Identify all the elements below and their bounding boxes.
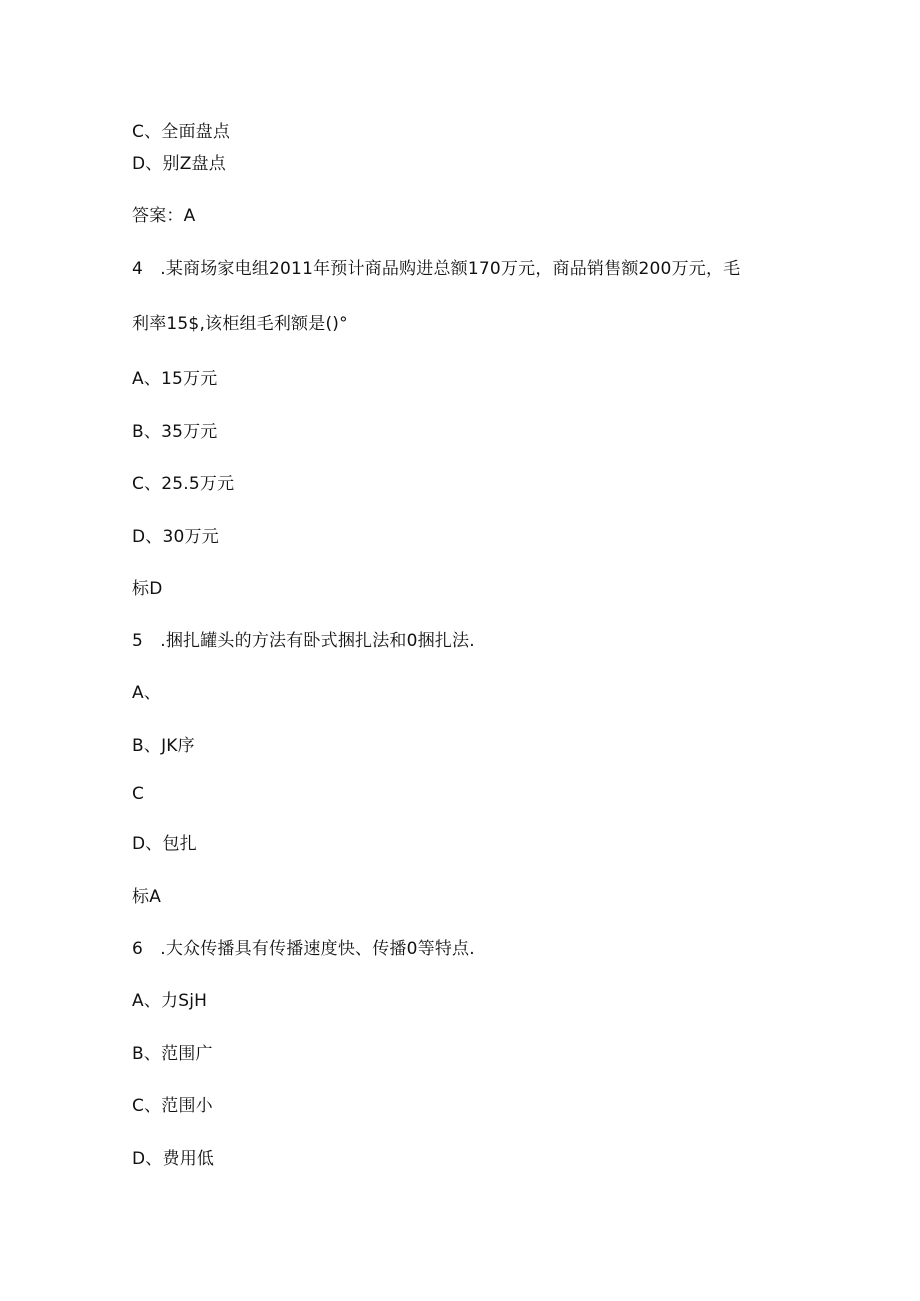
option-a-line: A、力SjH: [132, 991, 208, 1011]
option-c-line: C、25.5万元: [132, 474, 235, 494]
answer-line: 标D: [132, 579, 163, 599]
option-c-line: C: [132, 784, 145, 804]
option-b-line: B、JK序: [132, 736, 195, 756]
question-4-line-1: 4 .某商场家电组2011年预计商品购进总额170万元，商品销售额200万元，毛: [132, 259, 741, 279]
question-5-line: 5 .捆扎罐头的方法有卧式捆扎法和0捆扎法.: [132, 631, 475, 651]
answer-line: 标A: [132, 887, 162, 907]
option-d-line: D、包扎: [132, 834, 197, 854]
option-a-line: A、15万元: [132, 369, 218, 389]
answer-line: 答案：A: [132, 206, 196, 226]
option-d-line: D、30万元: [132, 527, 219, 547]
option-b-line: B、范围广: [132, 1044, 213, 1064]
option-d-line: D、别Z盘点: [132, 154, 226, 174]
option-a-line: A、: [132, 683, 162, 703]
question-4-line-2: 利率15$,该柜组毛利额是()°: [132, 314, 348, 334]
option-c-line: C、全面盘点: [132, 122, 231, 142]
option-d-line: D、费用低: [132, 1149, 215, 1169]
question-6-line: 6 .大众传播具有传播速度快、传播0等特点.: [132, 939, 475, 959]
option-b-line: B、35万元: [132, 422, 218, 442]
option-c-line: C、范围小: [132, 1096, 213, 1116]
